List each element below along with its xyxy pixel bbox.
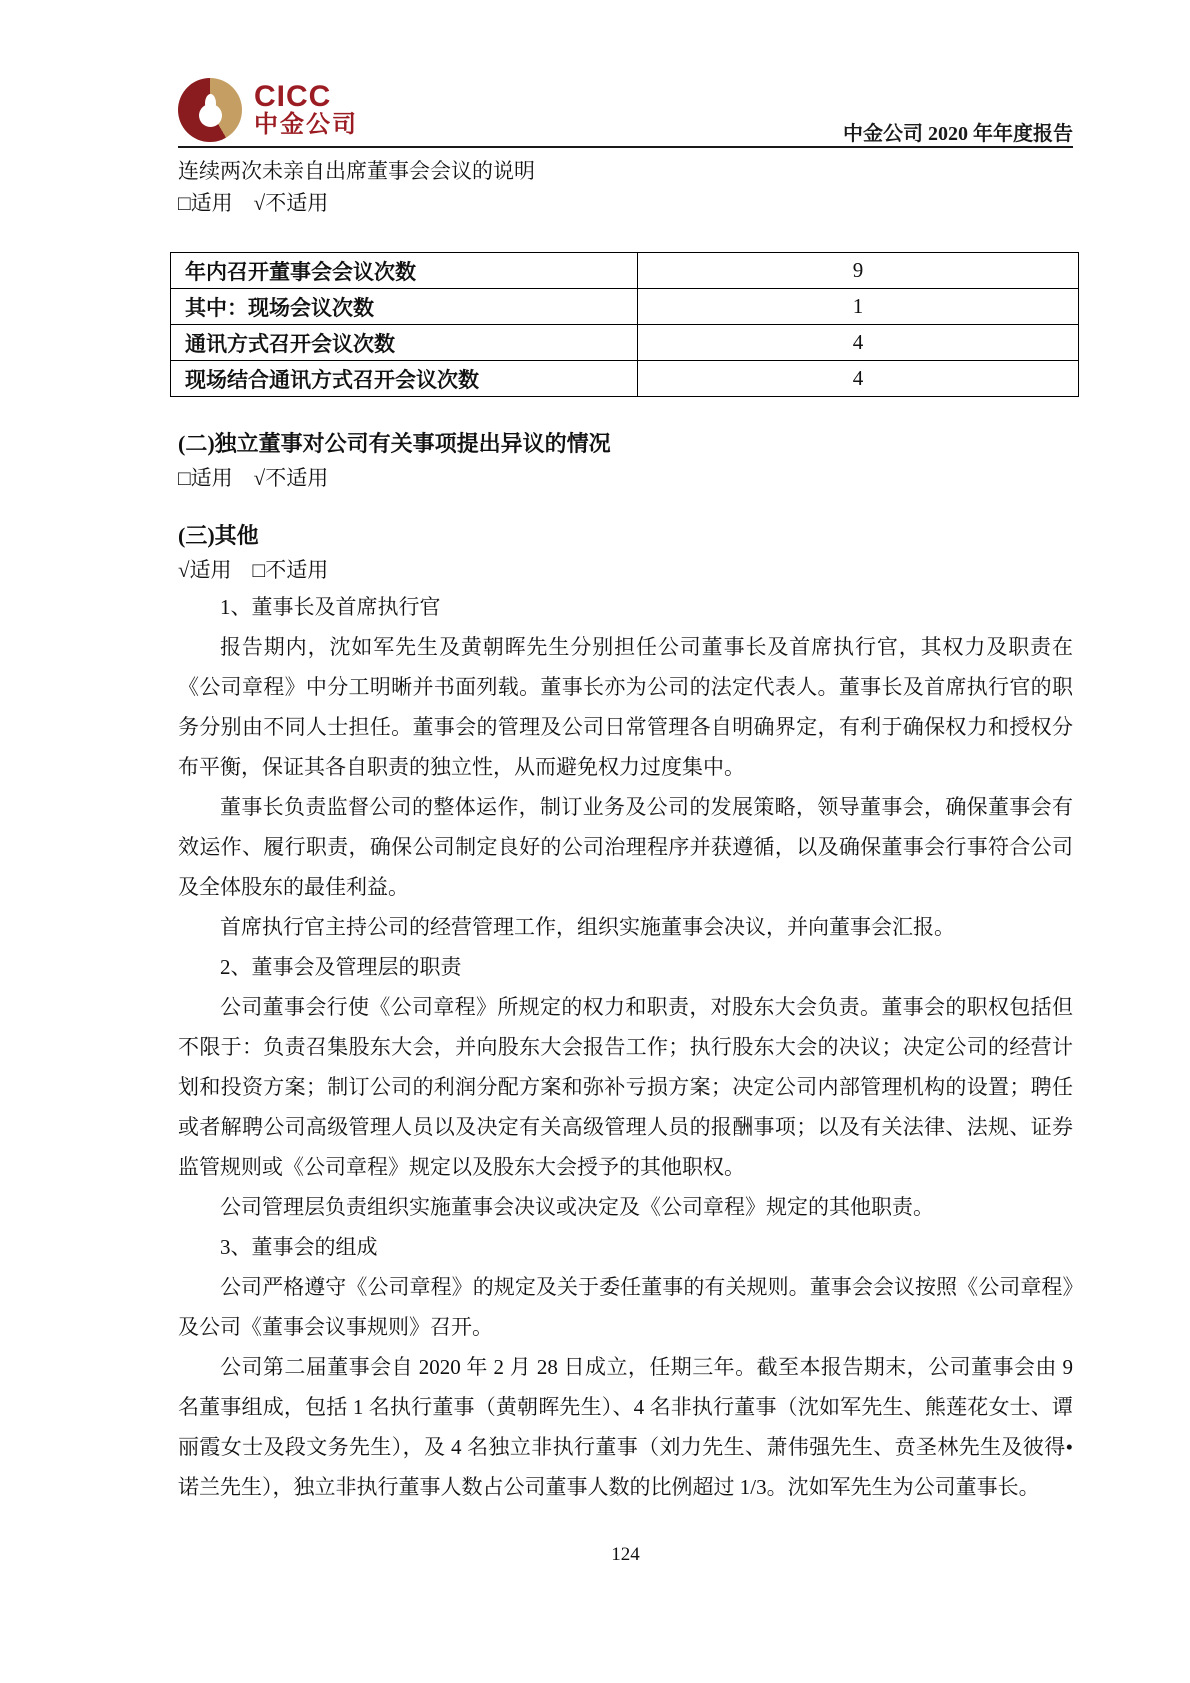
table-row-label: 年内召开董事会会议次数 xyxy=(171,253,638,289)
section-2-applicability: □适用 √不适用 xyxy=(178,466,329,490)
table-row xyxy=(171,253,1079,289)
paragraph: 公司管理层负责组织实施董事会决议或决定及《公司章程》规定的其他职责。 xyxy=(220,1195,934,1219)
board-meetings-table xyxy=(170,252,1079,397)
table-row xyxy=(171,289,1079,325)
paragraph: 报告期内，沈如军先生及黄朝晖先生分别担任公司董事长及首席执行官，其权力及职责在《公司章程》中分工明晰并书面列载。董事长亦为公司的法定代表人。董事长及首席执行官的职务分别由不同人士担任。董事会的管理及公司日常管理各自明确界定，有利于确保权力和授权分布平衡，保证其各自职责的独立性，从而避免权力过度集中。 xyxy=(178,635,1073,779)
table-row-value: 4 xyxy=(638,325,1079,361)
paragraph: 公司严格遵守《公司章程》的规定及关于委任董事的有关规则。董事会会议按照《公司章程》及公司《董事会议事规则》召开。 xyxy=(178,1275,1073,1339)
cicc-logo-icon xyxy=(178,78,242,142)
section-2-heading: (二)独立董事对公司有关事项提出异议的情况 xyxy=(178,431,611,456)
section-3-body xyxy=(178,587,1073,1507)
table-row-label: 现场结合通讯方式召开会议次数 xyxy=(171,361,638,397)
section-3-heading: (三)其他 xyxy=(178,523,259,548)
page-content xyxy=(178,155,1073,1507)
logo-text-zh: 中金公司 xyxy=(254,111,358,139)
table-row-label: 通讯方式召开会议次数 xyxy=(171,325,638,361)
table-row-label: 其中：现场会议次数 xyxy=(171,289,638,325)
logo-text-en: CICC xyxy=(254,80,332,114)
absence-explanation-label: 连续两次未亲自出席董事会会议的说明 xyxy=(178,159,535,183)
page-header xyxy=(178,78,1073,148)
table-row-value: 1 xyxy=(638,289,1079,325)
subsection-3-heading: 3、董事会的组成 xyxy=(220,1235,378,1259)
paragraph: 公司第二届董事会自 2020 年 2 月 28 日成立，任期三年。截至本报告期末，公司董事会由 9 名董事组成，包括 1 名执行董事（黄朝晖先生）、4 名非执行董事（沈如军先生、熊莲花女士、谭丽霞女士及段文务先生），及 4 名独立非执行董事（刘力先生、萧伟强先生、贲圣林先生及彼得•诺兰先生），独立非执行董事人数占公司董事人数的比例超过 1/3。沈如军先生为公司董事长。 xyxy=(178,1355,1073,1499)
table-row xyxy=(171,361,1079,397)
subsection-1-heading: 1、董事长及首席执行官 xyxy=(220,595,441,619)
table-row-value: 4 xyxy=(638,361,1079,397)
header-divider xyxy=(178,146,1073,148)
table-row-value: 9 xyxy=(638,253,1079,289)
section-3-applicability: √适用 □不适用 xyxy=(178,558,329,582)
subsection-2-heading: 2、董事会及管理层的职责 xyxy=(220,955,462,979)
cicc-logo-text xyxy=(254,82,358,137)
page-number: 124 xyxy=(611,1544,640,1565)
paragraph: 董事长负责监督公司的整体运作，制订业务及公司的发展策略，领导董事会，确保董事会有效运作、履行职责，确保公司制定良好的公司治理程序并获遵循，以及确保董事会行事符合公司及全体股东的最佳利益。 xyxy=(178,795,1073,899)
absence-applicability: □适用 √不适用 xyxy=(178,191,329,215)
cicc-logo xyxy=(178,78,358,142)
paragraph: 公司董事会行使《公司章程》所规定的权力和职责，对股东大会负责。董事会的职权包括但不限于：负责召集股东大会，并向股东大会报告工作；执行股东大会的决议；决定公司的经营计划和投资方案；制订公司的利润分配方案和弥补亏损方案；决定公司内部管理机构的设置；聘任或者解聘公司高级管理人员以及决定有关高级管理人员的报酬事项；以及有关法律、法规、证券监管规则或《公司章程》规定以及股东大会授予的其他职权。 xyxy=(178,995,1073,1179)
table-row xyxy=(171,325,1079,361)
report-title: 中金公司 2020 年年度报告 xyxy=(843,123,1073,145)
paragraph: 首席执行官主持公司的经营管理工作，组织实施董事会决议，并向董事会汇报。 xyxy=(220,915,955,939)
